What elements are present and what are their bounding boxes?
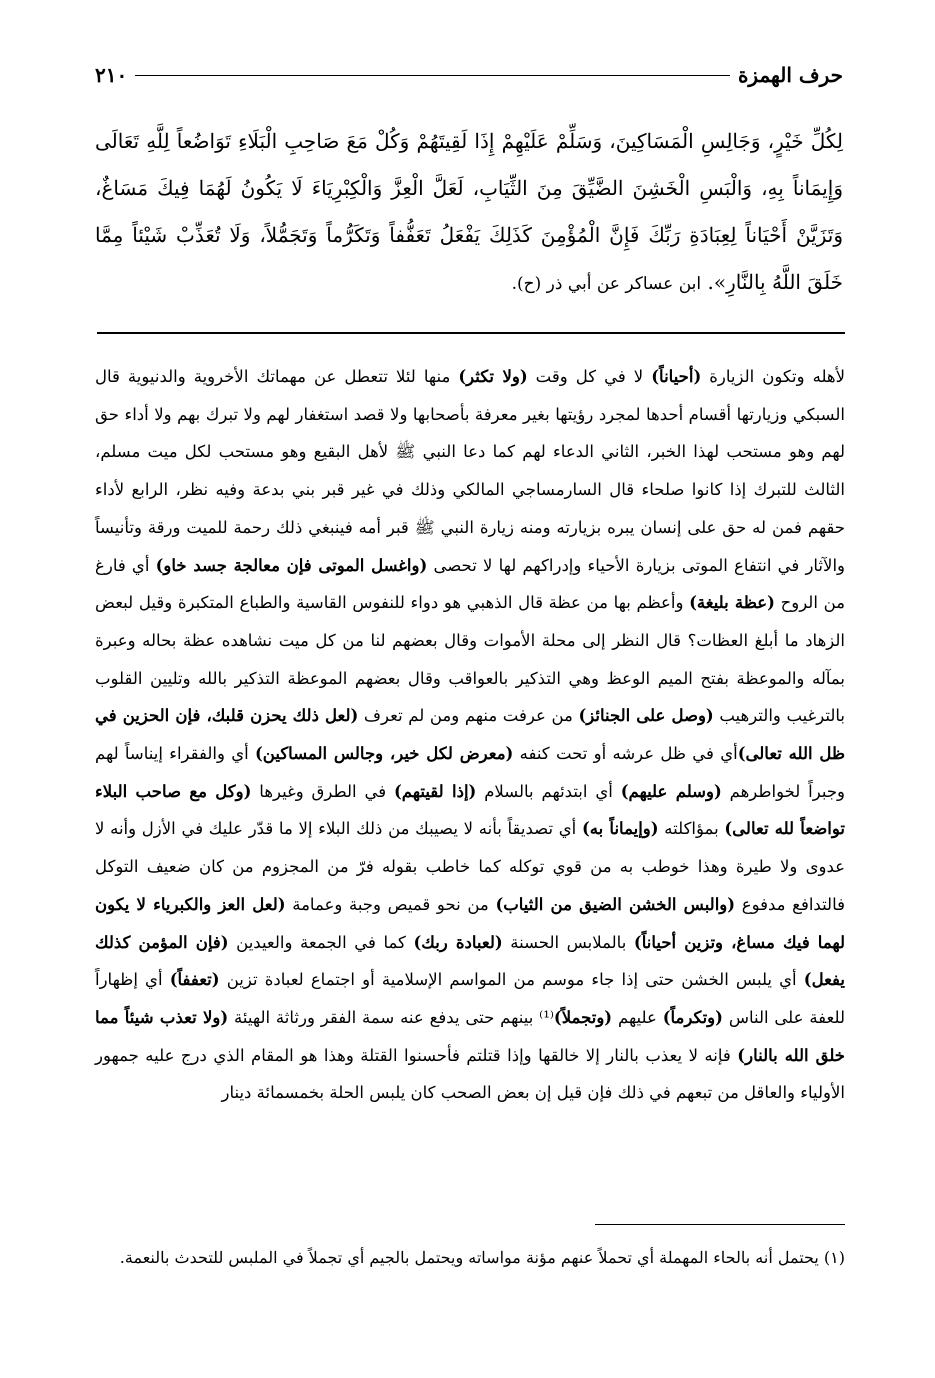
commentary-run: أي تصديقاً بأنه لا يصيبك من ذلك البلاء إلا ما قدّر عليك في الأزل وأنه لا عدوى ولا طيرة وهذا خوطب به من قوي توكله كما خاطب بقوله فرّ من المجزوم من كان ضعيف التوكل فالتدافع مدفوع — [95, 819, 845, 914]
header-rule — [135, 75, 730, 76]
commentary-run: أي ابتدئهم بالسلام — [476, 781, 621, 801]
page-number: ٢١٠ — [95, 63, 128, 87]
commentary-run: بالملابس الحسنة — [502, 932, 634, 952]
commentary-run: وأعظم بها من عظة قال الذهبي هو دواء للنفوس القاسية والطباع المتكبرة وقيل لبعض الزهاد ما أبلغ العظات؟ قال النظر إلى محلة الأموات وقال بعضهم لنا من كل ميت نشاهده عظة بحاله وعبرة بمآله والموعظة بفتح الميم الوعظ وهي التذكير بالعواقب وقال بعضهم الموعظة التذكير بالله وتليين القلوب بالترغيب والترهيب — [95, 593, 845, 726]
quoted-hadith-phrase: (وإيماناً به) — [581, 819, 659, 839]
commentary-run: في الطرق وغيرها — [251, 781, 394, 801]
footnote — [95, 1240, 845, 1276]
page-header — [95, 58, 843, 92]
commentary-run: بمؤاكلته — [658, 819, 725, 839]
quoted-hadith-phrase: (واغسل الموتى فإن معالجة جسد خاو) — [155, 555, 428, 575]
quoted-hadith-phrase: (والبس الخشن الضيق من الثياب) — [495, 894, 736, 914]
commentary-run: لا في كل وقت — [527, 367, 652, 386]
quoted-hadith-phrase: (أحياناً) — [651, 367, 702, 386]
commentary-run: أي والفقراء إيناساً لهم وجبراً لخواطرهم — [95, 744, 846, 801]
commentary-run: أي إظهاراً للعفة على الناس — [95, 970, 845, 1027]
quoted-hadith-phrase: (معرض لكل خير، وجالس المساكين) — [254, 744, 514, 764]
quoted-hadith-phrase: (تعففاً) — [169, 970, 220, 990]
commentary-run: لأهله وتكون الزيارة — [701, 367, 846, 386]
commentary-run: أي فارغ من الروح — [95, 555, 845, 613]
commentary-run: عليهم — [612, 1007, 663, 1027]
hadith-body: لِكُلِّ خَيْرٍ، وَجَالِسِ الْمَسَاكِينَ، وَسَلِّمْ عَلَيْهِمْ إِذَا لَقِيتَهُمْ وَكُلْ مَعَ صَاحِبِ الْبَلَاءِ تَوَاضُعاً لِلَّهِ تَعَالَى وَإِيمَاناً بِهِ، وَالْبَسِ الْخَشِنَ الضَّيِّقَ مِنَ الثِّيَابِ، لَعَلَّ الْعِزَّ وَالْكِبْرِيَاءَ لَا يَكُونُ لَهُمَا فِيكَ مَسَاغٌ، وَتَزَيَّنْ أَحْيَاناً لِعِبَادَةِ رَبِّكَ فَإِنَّ الْمُؤْمِنَ كَذَلِكَ يَفْعَلُ تَعَفُّفاً وَتَكَرُّماً وَتَجَمُّلاً، وَلَا تُعَذِّبْ شَيْئاً مِمَّا خَلَقَ اللَّهُ بِالنَّارِ». — [95, 129, 843, 294]
quoted-hadith-phrase: (لعبادة ربك) — [413, 932, 503, 952]
section-title: حرف الهمزة — [737, 63, 843, 87]
quoted-hadith-phrase: (وتجملاً) — [553, 1007, 613, 1027]
quoted-hadith-phrase: (وكل مع صاحب البلاء تواضعاً لله تعالى) — [95, 781, 845, 839]
quoted-hadith-phrase: (عظة بليغة) — [689, 593, 775, 613]
commentary-run: منها لئلا تتعطل عن مهماتك الأخروية والدنيوية قال السبكي وزيارتها أقسام أحدها لمجرد رؤيتها بغير معرفة بأصحابها ولا قصد استغفار لهم ولا تبرك بهم ولا أداء حق لهم وهو مستحب لهذا الخبر، الثاني الدعاء لهم كما دعا النبي ﷺ لأهل البقيع وهو مستحب لكل ميت مسلم، الثالث للتبرك إذا كانوا صلحاء قال السارمساجي المالكي وذلك في غير قبر بني بدعة وفيه نظر، الرابع لأداء حقهم فمن له حق على إنسان يبره بزيارته ومنه زيارة النبي ﷺ قبر أمه فينبغي ذلك رحمة للميت ورقة وتأنيساً والآثار في انتفاع الموتى بزيارة الأحياء وإدراكهم لها لا تحصى — [95, 367, 845, 575]
quoted-hadith-phrase: (فإن المؤمن كذلك يفعل) — [95, 932, 845, 990]
commentary-run: ⁽¹⁾ بينهم حتى يدفع عنه سمة الفقر ورثاثة الهيئة — [228, 1007, 554, 1027]
commentary-run: فإنه لا يعذب بالنار إلا خالقها وإذا قتلتم فأحسنوا القتلة وهذا هو المقام الذي درج عليه جمهور الأولياء والعاقل من تبعهم في ذلك فإن قيل إن بعض الصحب كان يلبس الحلة بخمسمائة دينار — [95, 1045, 845, 1103]
commentary-run: من نحو قميص وجبة وعمامة — [285, 894, 496, 914]
hadith-text — [95, 118, 843, 308]
footnote-text: (١) يحتمل أنه بالحاء المهملة أي تحملاً عنهم مؤنة مواساته ويحتمل بالجيم أي تجملاً في الملبس للتحدث بالنعمة. — [119, 1248, 845, 1267]
quoted-hadith-phrase: (ولا تكثر) — [458, 367, 528, 386]
commentary-text — [95, 358, 845, 1112]
commentary-run: كما في الجمعة والعيدين — [228, 932, 414, 952]
quoted-hadith-phrase: (وسلم عليهم) — [620, 781, 722, 801]
hadith-source: ابن عساكر عن أبي ذر (ح). — [511, 274, 702, 294]
quoted-hadith-phrase: (وتكرماً) — [662, 1007, 723, 1027]
commentary-run: أي يلبس الخشن حتى إذا جاء موسم من المواسم الإسلامية أو اجتماع لعبادة تزين — [219, 970, 804, 990]
quoted-hadith-phrase: (إذا لقيتهم) — [393, 781, 477, 801]
footnote-rule — [595, 1224, 845, 1225]
commentary-run: من عرفت منهم ومن لم تعرف — [358, 706, 579, 726]
commentary-run: أي في ظل عرشه أو تحت كنفه — [513, 744, 738, 764]
quoted-hadith-phrase: (لعل ذلك يحزن قلبك، فإن الحزين في ظل الله تعالى) — [95, 706, 845, 764]
quoted-hadith-phrase: (وصل على الجنائز) — [578, 706, 714, 726]
quoted-hadith-phrase: (ولا تعذب شيئاً مما خلق الله بالنار) — [95, 1007, 846, 1065]
quoted-hadith-phrase: (لعل العز والكبرياء لا يكون لهما فيك مساغ، وتزين أحياناً) — [95, 894, 845, 952]
section-divider — [97, 332, 845, 334]
